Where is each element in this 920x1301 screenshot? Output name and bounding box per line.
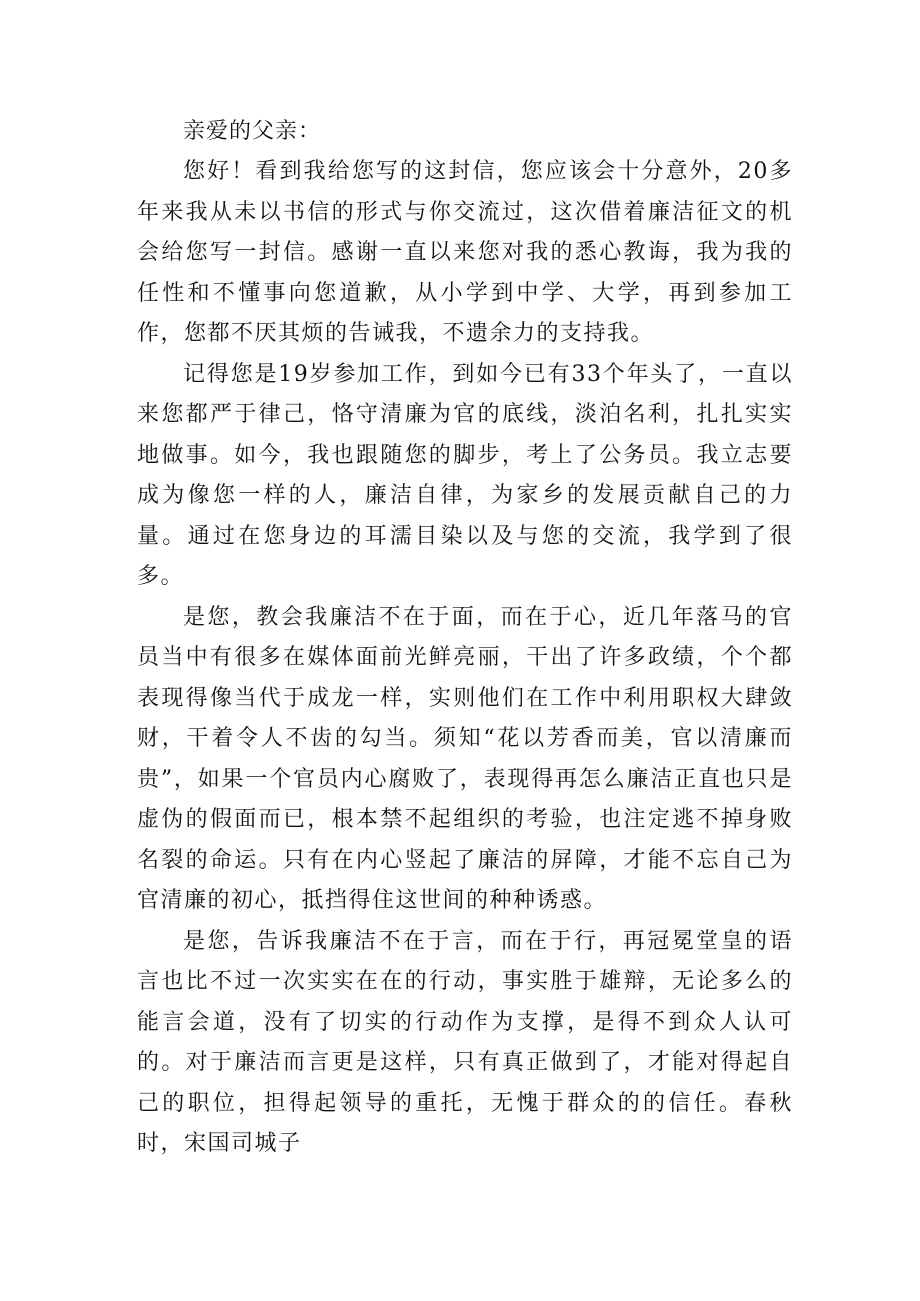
paragraph-integrity-action: 是您，告诉我廉洁不在于言，而在于行，再冠冕堂皇的语言也比不过一次实实在在的行动，事实胜于雄辩，无论多么的能言会道，没有了切实的行动作为支撑，是得不到众人认可的。对于廉洁而言更是这样，只有真正做到了，才能对得起自己的职位，担得起领导的重托，无愧于群众的的信任。春秋时，宋国司城子 [137,928,793,1156]
paragraph-integrity-heart: 是您，教会我廉洁不在于面，而在于心，近几年落马的官员当中有很多在媒体面前光鲜亮丽，干出了许多政绩，个个都表现得像当代于成龙一样，实则他们在工作中利用职权大肆敛财，干着令人不齿的勾当。须知“花以芳香而美，官以清廉而贵”，如果一个官员内心腐败了，表现得再怎么廉洁正直也只是虚伪的假面而已，根本禁不起组织的考验，也注定逃不掉身败名裂的命运。只有在内心竖起了廉洁的屏障，才能不忘自己为官清廉的初心，抵挡得住这世间的种种诱惑。 [137,604,793,913]
letter-body [137,112,793,1165]
paragraph-greeting: 您好！看到我给您写的这封信，您应该会十分意外，20多年来我从未以书信的形式与你交流过，这次借着廉洁征文的机会给您写一封信。感谢一直以来您对我的悉心教诲，我为我的任性和不懂事向您道歉，从小学到中学、大学，再到参加工作，您都不厌其烦的告诫我，不遗余力的支持我。 [137,159,793,346]
salutation: 亲爱的父亲： [183,119,322,144]
paragraph-father-career: 记得您是19岁参加工作，到如今已有33个年头了，一直以来您都严于律己，恪守清廉为官的底线，淡泊名利，扎扎实实地做事。如今，我也跟随您的脚步，考上了公务员。我立志要成为像您一样的人，廉洁自律，为家乡的发展贡献自己的力量。通过在您身边的耳濡目染以及与您的交流，我学到了很多。 [137,361,793,589]
